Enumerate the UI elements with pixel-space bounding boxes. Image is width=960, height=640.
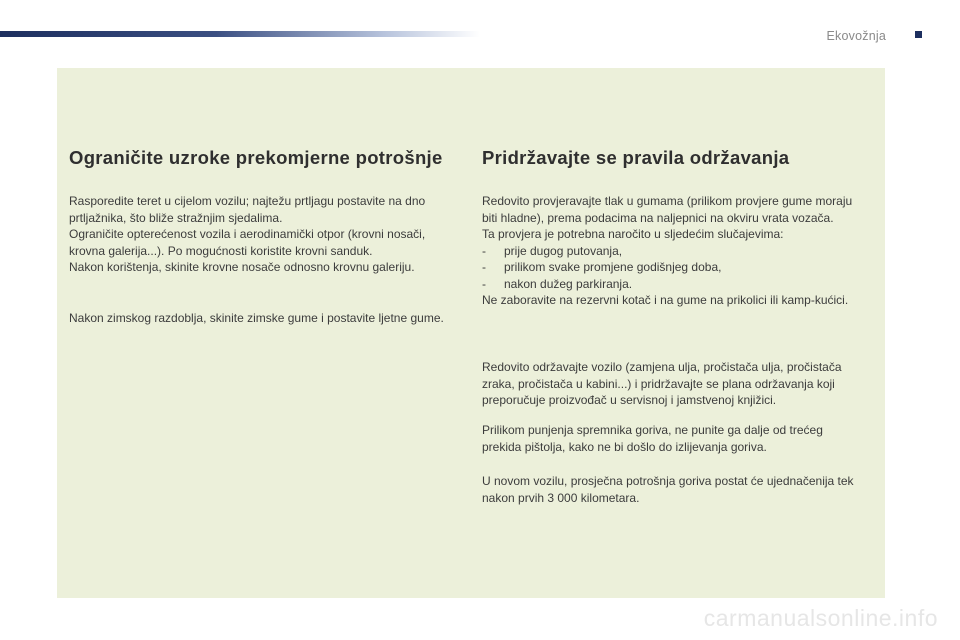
right-paragraph-4 [482, 473, 854, 506]
text-line: Ta provjera je potrebna naročito u sljedećim slučajevima: [482, 227, 784, 241]
header-gradient-bar [0, 31, 480, 37]
bullet-marker: - [482, 243, 486, 258]
bullet-marker: - [482, 260, 486, 274]
list-item [482, 276, 852, 293]
right-heading: Pridržavajte se pravila održavanja [482, 147, 790, 168]
text-line: Redovito održavajte vozilo (zamjena ulja, pročistača ulja, pročistača [482, 360, 842, 374]
list-item-text: nakon dužeg parkiranja. [504, 276, 633, 291]
text-line: Ograničite opterećenost vozila i aerodinamički otpor (krovni nosači, [69, 227, 426, 241]
text-line: preporučuje proizvođač u servisnoj i jamstvenoj knjižici. [482, 393, 777, 407]
section-title: Ekovožnja [826, 29, 886, 43]
text-line: Nakon zimskog razdoblja, skinite zimske gume i postavite ljetne gume. [69, 311, 444, 325]
left-paragraph-2 [69, 310, 444, 327]
left-paragraph-1 [69, 193, 425, 276]
right-paragraph-3 [482, 422, 823, 455]
text-line: prekida pištolja, kako ne bi došlo do izlijevanja goriva. [482, 439, 767, 454]
text-line: Nakon korištenja, skinite krovne nosače odnosno krovnu galeriju. [69, 260, 415, 274]
text-line: krovna galerija...). Po mogućnosti koristite krovni sanduk. [69, 243, 373, 258]
list-item [482, 243, 852, 260]
watermark: carmanualsonline.info [703, 605, 938, 631]
section-marker-square [915, 31, 922, 38]
text-line: zraka, pročistača u kabini...) i pridržavajte se plana održavanja koji [482, 376, 835, 391]
bullet-marker: - [482, 276, 486, 291]
list-item [482, 259, 852, 276]
right-paragraph-2 [482, 359, 842, 409]
text-line: prtljažnika, što bliže stražnjim sjedalima. [69, 210, 283, 225]
text-line: Rasporedite teret u cijelom vozilu; najtežu prtljagu postavite na dno [69, 194, 426, 208]
text-line: Ne zaboravite na rezervni kotač i na gume na prikolici ili kamp-kućici. [482, 293, 849, 307]
text-line: biti hladne), prema podacima na naljepnici na okviru vrata vozača. [482, 210, 834, 225]
text-line: U novom vozilu, prosječna potrošnja goriva postat će ujednačenija tek [482, 474, 854, 488]
list-item-text: prije dugog putovanja, [504, 243, 623, 258]
text-line: nakon prvih 3 000 kilometara. [482, 490, 640, 505]
text-line: Redovito provjeravajte tlak u gumama (prilikom provjere gume moraju [482, 194, 853, 208]
right-paragraph-1 [482, 193, 852, 309]
list-item-text: prilikom svake promjene godišnjeg doba, [504, 260, 722, 274]
text-line: Prilikom punjenja spremnika goriva, ne punite ga dalje od trećeg [482, 423, 823, 437]
left-heading: Ograničite uzroke prekomjerne potrošnje [69, 147, 443, 168]
